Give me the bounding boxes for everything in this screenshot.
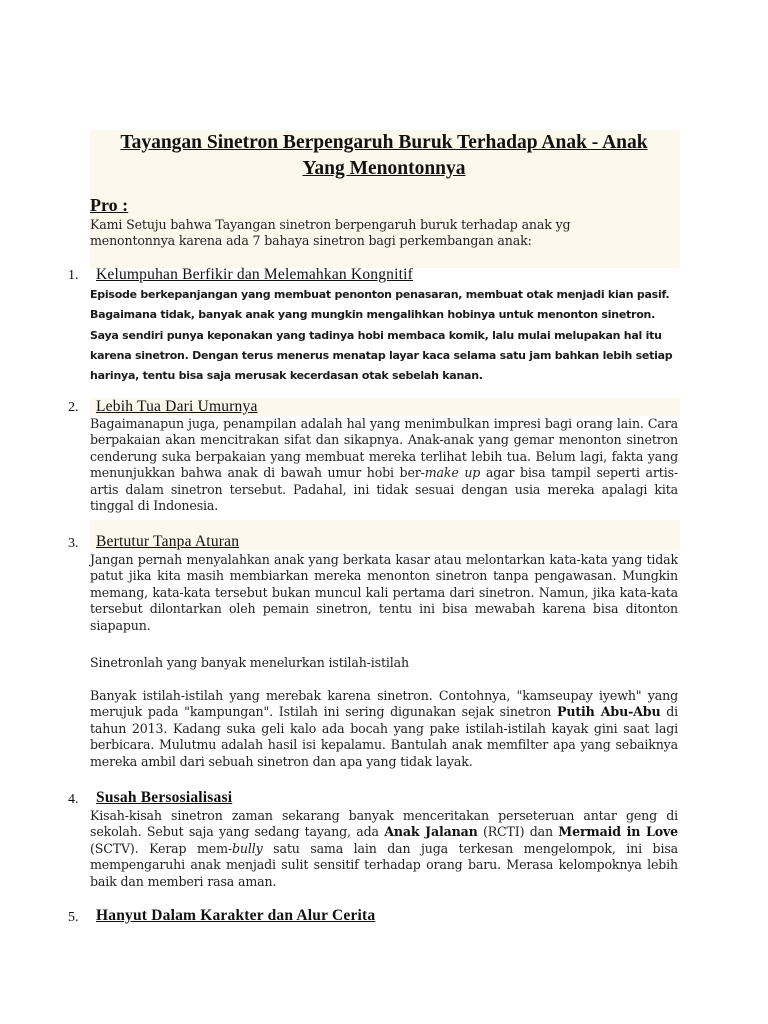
point-3-number: 3.	[68, 536, 79, 551]
point-4-italic-1: bully	[232, 840, 263, 856]
point-4-bold-2: Mermaid in Love	[558, 824, 678, 840]
point-2-body-italic: make up	[424, 465, 481, 481]
point-4-heading: Susah Bersosialisasi	[96, 789, 233, 806]
point-1-number: 1.	[68, 268, 79, 283]
point-5-number: 5.	[68, 910, 79, 925]
point-4-body	[90, 808, 678, 890]
point-4-body-text-d: satu sama lain dan juga terkesan mengelompok, ini bisa mempengaruhi anak menjadi sulit sensitif terhadap orang baru. Merasa kelompoknya lebih baik dan memberi rasa aman.	[90, 840, 678, 889]
point-1-heading: Kelumpuhan Berfikir dan Melemahkan Kongnitif	[96, 266, 413, 283]
title-line-1: Tayangan Sinetron Berpengaruh Buruk Terhadap Anak - Anak	[120, 132, 648, 153]
point-3-extra-text-a: Banyak istilah-istilah yang merebak karena sinetron. Contohnya, "kamseupay iyewh" yang merujuk pada "kampungan". Istilah ini sering digunakan sejak sinetron	[90, 688, 678, 720]
point-3-extra-text-b: di tahun 2013. Kadang suka geli kalo ada bocah yang pake istilah-istilah kayak gini saat lagi berbicara. Mulutmu adalah hasil isi kepalamu. Bantulah anak memfilter apa yang sebaiknya mereka ambil dari sebuah sinetron dan apa yang tidak layak.	[90, 704, 679, 769]
point-2-heading: Lebih Tua Dari Umurnya	[96, 398, 258, 415]
point-2-body	[90, 416, 678, 514]
point-4-number: 4.	[68, 792, 79, 807]
point-3-extra	[90, 688, 678, 770]
point-3-heading: Bertutur Tanpa Aturan	[96, 533, 240, 550]
point-4-body-text-b: (RCTI) dan	[477, 824, 559, 840]
point-4-body-text-c: (SCTV). Kerap mem-	[90, 840, 233, 856]
point-4-body-text-a: Kisah-kisah sinetron zaman sekarang banyak menceritakan perseteruan antar geng di sekolah. Sebut saja yang sedang tayang, ada	[90, 808, 678, 840]
point-1-body: Episode berkepanjangan yang membuat penonton penasaran, membuat otak menjadi kian pasif. Bagaimana tidak, banyak anak yang mungkin mengalihkan hobinya untuk menonton sinetron. Saya sendiri punya keponakan yang tadinya hobi membaca komik, lalu mulai melupakan hal itu karena sinetron. Dengan terus menerus menatap layar kaca selama satu jam bahkan lebih setiap harinya, tentu bisa saja merusak kecerdasan otak sebelah kanan.	[90, 288, 673, 383]
pro-intro: Kami Setuju bahwa Tayangan sinetron berpengaruh buruk terhadap anak yg menontonnya karena ada 7 bahaya sinetron bagi perkembangan anak:	[90, 217, 571, 249]
point-3-subheading: Sinetronlah yang banyak menelurkan istilah-istilah	[90, 655, 409, 670]
point-3-extra-bold: Putih Abu-Abu	[557, 704, 661, 720]
point-2-number: 2.	[68, 400, 79, 415]
pro-heading: Pro :	[90, 195, 129, 215]
point-5-heading: Hanyut Dalam Karakter dan Alur Cerita	[96, 907, 376, 924]
point-2-body-text-b: agar bisa tampil seperti artis-artis dalam sinetron tersebut. Padahal, ini tidak sesuai dengan usia mereka apalagi kita tinggal di Indonesia.	[90, 465, 678, 514]
document-title	[90, 130, 678, 182]
point-4-bold-1: Anak Jalanan	[384, 824, 478, 840]
point-2-body-text-a: Bagaimanapun juga, penampilan adalah hal yang menimbulkan impresi bagi orang lain. Cara berpakaian akan mencitrakan sifat dan sikapnya. Anak-anak yang gemar menonton sinetron cenderung suka berpakaian yang membuat mereka terlihat lebih tua. Belum lagi, fakta yang menunjukkan bahwa anak di bawah umur hobi ber-	[90, 416, 678, 481]
point-3-body: Jangan pernah menyalahkan anak yang berkata kasar atau melontarkan kata-kata yang tidak patut jika kita masih membiarkan mereka menonton sinetron tanpa pengawasan. Mungkin memang, kata-kata tersebut bukan muncul kali pertama dari sinetron. Namun, jika kata-kata tersebut dilontarkan oleh pemain sinetron, tentu ini bisa mewabah karena bisa ditonton siapapun.	[90, 552, 678, 633]
title-line-2: Yang Menontonnya	[302, 158, 466, 179]
